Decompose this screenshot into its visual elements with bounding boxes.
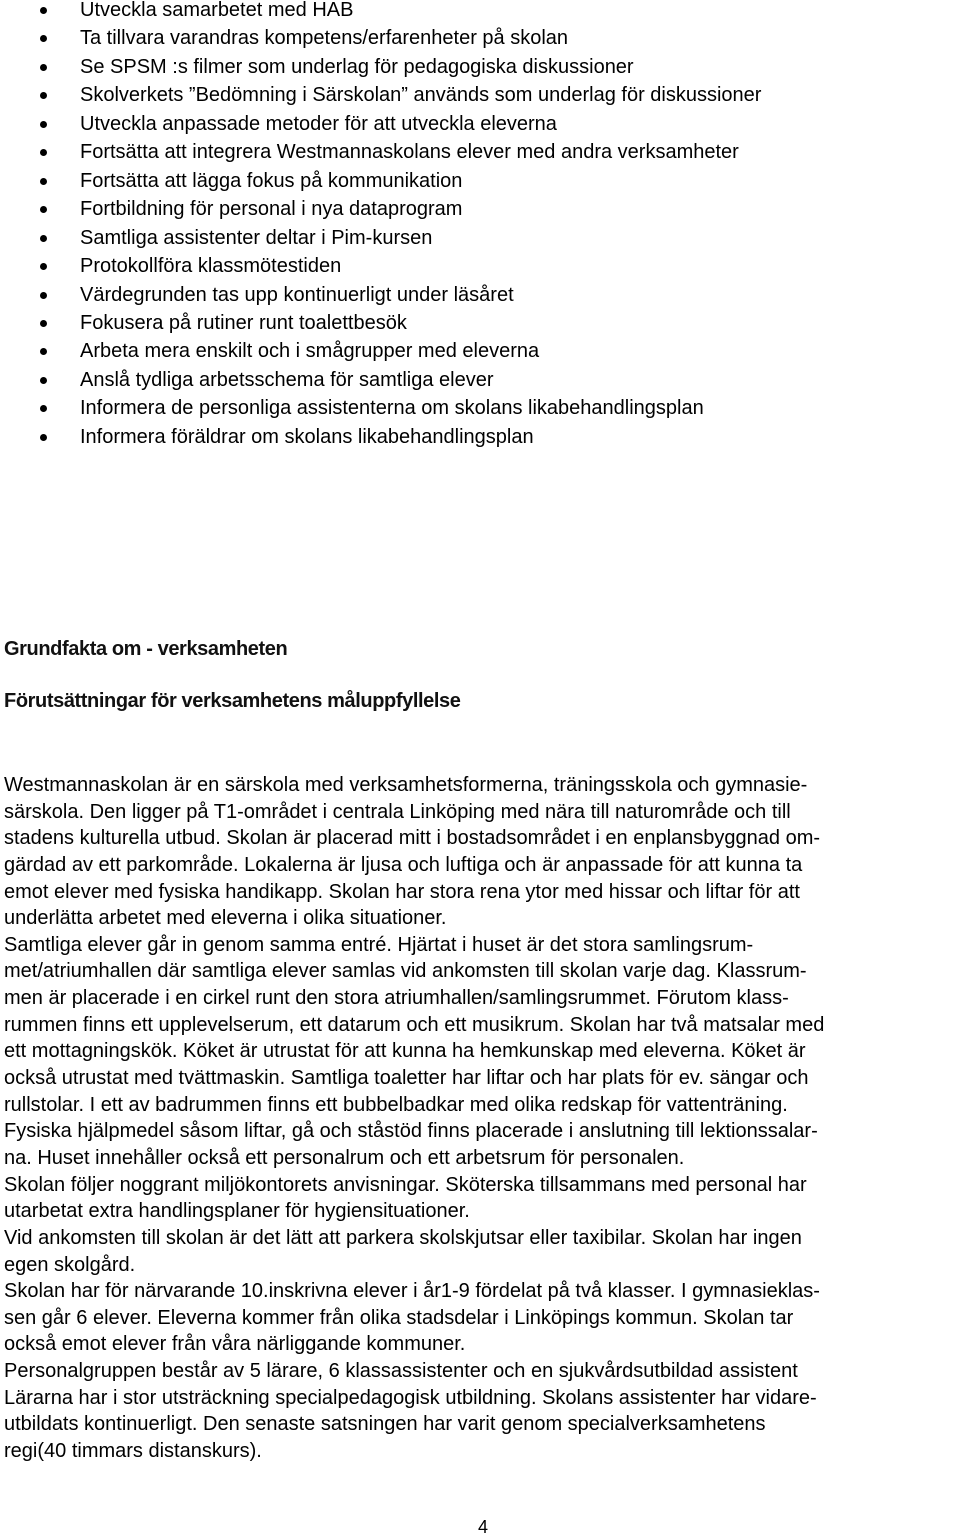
bullet-item: Utveckla samarbetet med HAB bbox=[40, 0, 761, 24]
body-line: Fysiska hjälpmedel såsom liftar, gå och ståstöd finns placerade i anslutning till lektionssalar- bbox=[4, 1120, 818, 1143]
bullet-item: Arbeta mera enskilt och i smågrupper med eleverna bbox=[40, 337, 761, 365]
body-paragraphs bbox=[4, 772, 952, 1465]
bullet-item: Protokollföra klassmötestiden bbox=[40, 252, 761, 280]
body-line: Skolan följer noggrant miljökontorets anvisningar. Sköterska tillsammans med personal har bbox=[4, 1173, 807, 1196]
bullet-item: Anslå tydliga arbetsschema för samtliga elever bbox=[40, 366, 761, 394]
body-line: Lärarna har i stor utsträckning specialpedagogisk utbildning. Skolans assistenter har vidare- bbox=[4, 1386, 817, 1409]
body-line: Skolan har för närvarande 10.inskrivna elever i år1-9 fördelat på två klasser. I gymnasieklas- bbox=[4, 1280, 820, 1303]
bullet-item: Fortbildning för personal i nya dataprogram bbox=[40, 195, 761, 223]
bullet-item: Fortsätta att lägga fokus på kommunikation bbox=[40, 167, 761, 195]
body-line: gärdad av ett parkområde. Lokalerna är ljusa och luftiga och är anpassade för att kunna ta bbox=[4, 853, 803, 876]
body-line: också utrustat med tvättmaskin. Samtliga toaletter har liftar och har plats för ev. sängar och bbox=[4, 1067, 809, 1090]
body-line: men är placerade i en cirkel runt den stora atriumhallen/samlingsrummet. Förutom klass- bbox=[4, 987, 789, 1010]
bullet-item: Fortsätta att integrera Westmannaskolans elever med andra verksamheter bbox=[40, 138, 761, 166]
bullet-item: Skolverkets ”Bedömning i Särskolan” används som underlag för diskussioner bbox=[40, 81, 761, 109]
body-line: särskola. Den ligger på T1-området i centrala Linköping med nära till naturområde och till bbox=[4, 800, 791, 823]
subsection-heading: Förutsättningar för verksamhetens måluppfyllelse bbox=[4, 690, 461, 712]
body-line: utbildats kontinuerligt. Den senaste satsningen har varit genom specialverksamhetens bbox=[4, 1413, 766, 1436]
body-line: regi(40 timmars distanskurs). bbox=[4, 1440, 262, 1463]
body-line: Westmannaskolan är en särskola med verksamhetsformerna, träningsskola och gymnasie- bbox=[4, 774, 808, 796]
section-heading: Grundfakta om - verksamheten bbox=[4, 638, 288, 660]
body-line: utarbetat extra handlingsplaner för hygiensituationer. bbox=[4, 1200, 470, 1223]
bullet-item: Ta tillvara varandras kompetens/erfarenheter på skolan bbox=[40, 24, 761, 52]
body-line: Vid ankomsten till skolan är det lätt att parkera skolskjutsar eller taxibilar. Skolan har ingen bbox=[4, 1226, 802, 1249]
body-line: rullstolar. I ett av badrummen finns ett bubbelbadkar med olika redskap för vattenträning. bbox=[4, 1093, 788, 1116]
bullet-item: Informera de personliga assistenterna om skolans likabehandlingsplan bbox=[40, 394, 761, 422]
body-line: rummen finns ett upplevelserum, ett datarum och ett musikrum. Skolan har två matsalar med bbox=[4, 1013, 825, 1036]
bullet-item: Samtliga assistenter deltar i Pim-kursen bbox=[40, 224, 761, 252]
bullet-item: Utveckla anpassade metoder för att utveckla eleverna bbox=[40, 110, 761, 138]
body-line: ett mottagningskök. Köket är utrustat för att kunna ha hemkunskap med eleverna. Köket är bbox=[4, 1040, 806, 1063]
body-line: met/atriumhallen där samtliga elever samlas vid ankomsten till skolan varje dag. Klassrum- bbox=[4, 960, 807, 983]
page-number: 4 bbox=[478, 1517, 489, 1537]
body-line: egen skolgård. bbox=[4, 1253, 136, 1276]
bullet-item: Se SPSM :s filmer som underlag för pedagogiska diskussioner bbox=[40, 53, 761, 81]
body-line: sen går 6 elever. Eleverna kommer från olika stadsdelar i Linköpings kommun. Skolan tar bbox=[4, 1306, 794, 1329]
body-line: Personalgruppen består av 5 lärare, 6 klassassistenter och en sjukvårdsutbildad assistent bbox=[4, 1360, 798, 1383]
body-line: också emot elever från våra närliggande kommuner. bbox=[4, 1333, 466, 1356]
goals-bullet-list bbox=[40, 0, 761, 451]
body-line: Samtliga elever går in genom samma entré. Hjärtat i huset är det stora samlingsrum- bbox=[4, 933, 754, 956]
bullet-item: Fokusera på rutiner runt toalettbesök bbox=[40, 309, 761, 337]
body-line: underlätta arbetet med eleverna i olika situationer. bbox=[4, 907, 447, 930]
body-line: stadens kulturella utbud. Skolan är placerad mitt i bostadsområdet i en enplansbyggnad om- bbox=[4, 827, 821, 850]
body-line: emot elever med fysiska handikapp. Skolan har stora rena ytor med hissar och liftar för att bbox=[4, 880, 800, 903]
bullet-item: Värdegrunden tas upp kontinuerligt under läsåret bbox=[40, 281, 761, 309]
bullet-item: Informera föräldrar om skolans likabehandlingsplan bbox=[40, 423, 761, 451]
body-line: na. Huset innehåller också ett personalrum och ett arbetsrum för personalen. bbox=[4, 1146, 685, 1169]
